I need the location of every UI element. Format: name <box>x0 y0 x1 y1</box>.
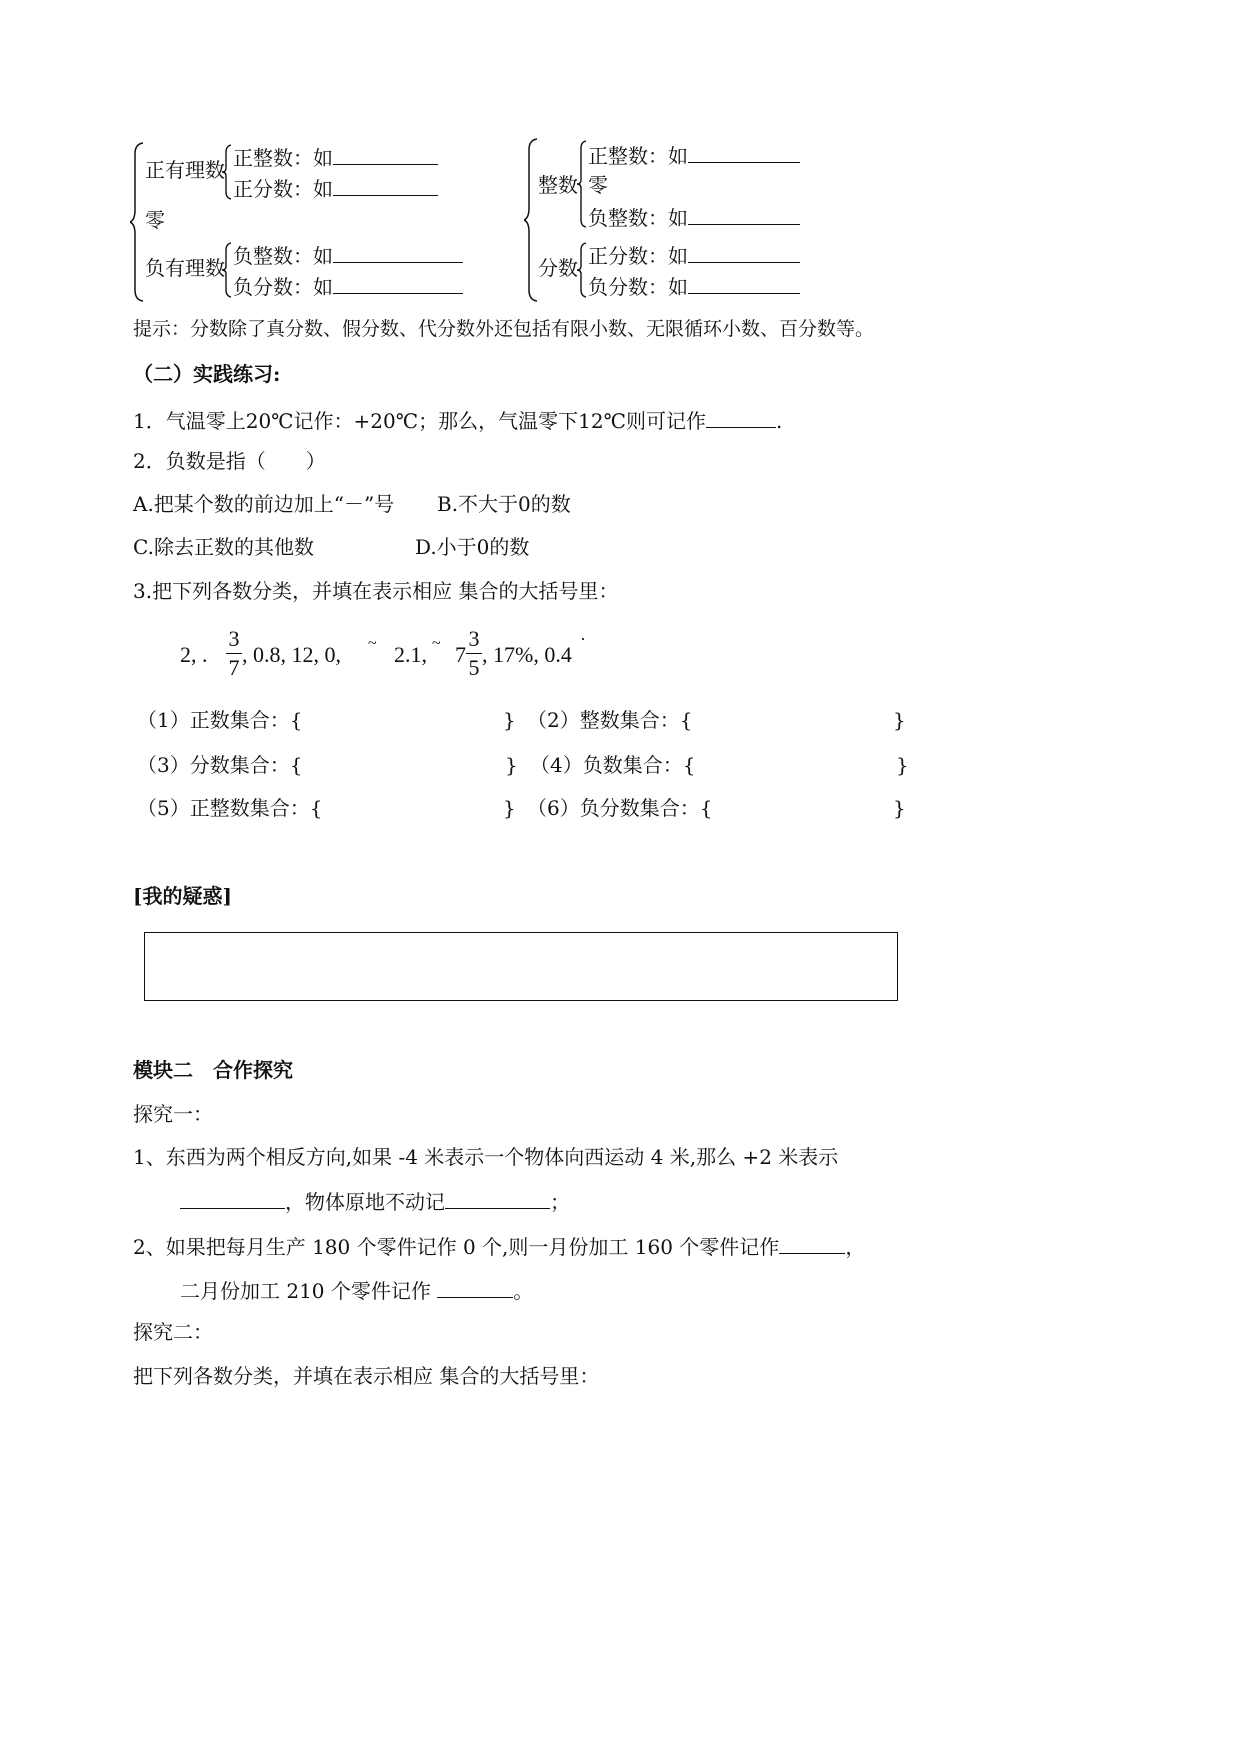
set-close-brace: } <box>503 708 516 732</box>
option-d[interactable]: D.小于0的数 <box>415 535 530 559</box>
set-positive-integer: （5）正整数集合：{ <box>137 796 323 820</box>
fraction-three-fifths <box>466 628 482 679</box>
number-two-point-one: 2.1, <box>394 642 427 667</box>
set-close-brace: } <box>505 753 518 777</box>
answer-blank[interactable] <box>688 206 800 225</box>
explore2-text: 把下列各数分类，并填在表示相应 集合的大括号里： <box>133 1364 600 1388</box>
left-positive-brace <box>222 144 232 200</box>
doubt-heading: [我的疑惑] <box>133 884 232 908</box>
answer-blank[interactable] <box>688 244 800 263</box>
right-zero-label: 零 <box>588 173 608 197</box>
mixed-number-whole: 7 <box>455 642 466 667</box>
answer-blank[interactable] <box>333 146 438 165</box>
answer-blank[interactable] <box>333 177 438 196</box>
set-close-brace: } <box>893 708 906 732</box>
number-list-dot: . <box>202 642 208 667</box>
integer-label: 整数 <box>538 173 578 197</box>
set-close-brace: } <box>896 753 909 777</box>
frac-numerator: 3 <box>228 626 240 651</box>
number-list-end: , 17%, 0.4 <box>482 642 572 667</box>
set-close-brace: } <box>503 796 516 820</box>
fraction-three-sevenths <box>226 628 242 679</box>
answer-blank[interactable] <box>333 275 463 294</box>
answer-blank[interactable] <box>706 409 776 428</box>
fraction-bar <box>226 653 242 654</box>
right-neg-int: 负整数：如 <box>588 206 800 228</box>
hint-text: 提示：分数除了真分数、假分数、代分数外还包括有限小数、无限循环小数、百分数等。 <box>133 318 875 340</box>
explore1-question2-line2: 二月份加工 210 个零件记作 。 <box>180 1279 534 1303</box>
tilde-mark: ~ <box>432 635 441 652</box>
answer-blank[interactable] <box>779 1235 845 1254</box>
right-neg-frac: 负分数：如 <box>588 275 800 297</box>
negative-rational-label: 负有理数 <box>145 256 225 280</box>
question-3: 3.把下列各数分类，并填在表示相应 集合的大括号里： <box>133 579 619 603</box>
answer-blank[interactable] <box>333 244 463 263</box>
answer-blank[interactable] <box>437 1279 513 1298</box>
positive-rational-label: 正有理数 <box>145 158 225 182</box>
left-outer-brace <box>130 142 144 302</box>
number-list-start: 2, <box>180 642 197 667</box>
right-fraction-brace <box>577 242 587 298</box>
set-positive: （1）正数集合：{ <box>137 708 303 732</box>
right-pos-frac: 正分数：如 <box>588 244 800 266</box>
answer-blank[interactable] <box>445 1190 550 1209</box>
left-neg-frac: 负分数：如 <box>233 275 463 297</box>
right-outer-brace <box>524 138 538 302</box>
left-neg-int: 负整数：如 <box>233 244 463 266</box>
frac-numerator: 3 <box>468 626 480 651</box>
answer-blank[interactable] <box>688 275 800 294</box>
left-pos-frac: 正分数：如 <box>233 177 438 199</box>
right-pos-int: 正整数：如 <box>588 144 800 166</box>
repeating-decimal-dot: · <box>580 629 586 649</box>
doubt-box[interactable] <box>144 932 898 1001</box>
question-1: 1．气温零上20℃记作：+20℃；那么，气温零下12℃则可记作 . <box>133 409 783 433</box>
number-list-middle: , 0.8, 12, 0, <box>242 642 341 667</box>
explore1-question1-line2: ，物体原地不动记 ； <box>180 1190 570 1212</box>
right-integer-brace <box>577 140 587 228</box>
fraction-bar <box>466 653 482 654</box>
set-negative: （4）负数集合：{ <box>530 753 696 777</box>
frac-denominator: 7 <box>228 655 240 680</box>
tilde-mark: ~ <box>368 635 377 652</box>
explore2-label: 探究二： <box>133 1320 213 1344</box>
set-negative-fraction: （6）负分数集合：{ <box>527 796 713 820</box>
fraction-label: 分数 <box>538 256 578 280</box>
question-2: 2．负数是指（ ） <box>133 449 326 473</box>
answer-blank[interactable] <box>180 1190 285 1209</box>
explore1-question1: 1、东西为两个相反方向,如果 -4 米表示一个物体向西运动 4 米,那么 +2 米表示 <box>133 1145 839 1169</box>
answer-blank[interactable] <box>688 144 800 163</box>
explore1-question2: 2、如果把每月生产 180 个零件记作 0 个,则一月份加工 160 个零件记作 ， <box>133 1235 866 1259</box>
set-fraction: （3）分数集合：{ <box>137 753 303 777</box>
option-c[interactable]: C.除去正数的其他数 <box>133 535 314 559</box>
practice-heading: （二）实践练习: <box>133 362 281 386</box>
set-integer: （2）整数集合：{ <box>527 708 693 732</box>
left-negative-brace <box>222 242 232 298</box>
set-close-brace: } <box>893 796 906 820</box>
left-zero-label: 零 <box>145 208 165 232</box>
left-pos-int: 正整数：如 <box>233 146 438 168</box>
explore1-label: 探究一： <box>133 1102 213 1126</box>
frac-denominator: 5 <box>468 655 480 680</box>
option-a[interactable]: A.把某个数的前边加上“－”号 <box>133 492 395 516</box>
module2-heading: 模块二 合作探究 <box>133 1058 293 1082</box>
option-b[interactable]: B.不大于0的数 <box>437 492 571 516</box>
